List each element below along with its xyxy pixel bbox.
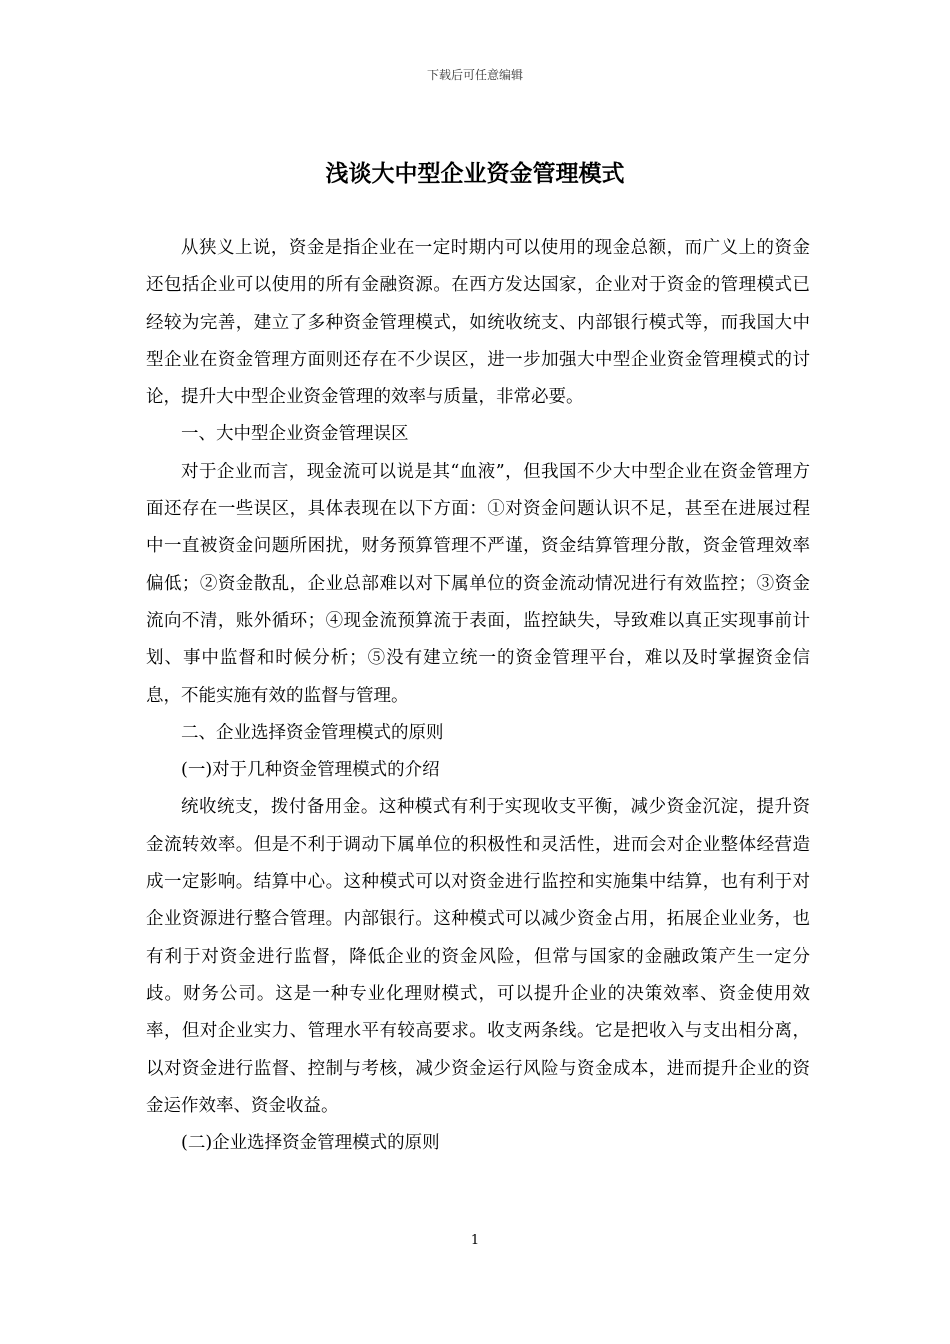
subsection-heading-1: (一)对于几种资金管理模式的介绍 — [181, 760, 440, 781]
page-number: 1 — [470, 1233, 480, 1248]
page-header: 下载后可任意编辑 — [426, 68, 523, 82]
document-body — [146, 230, 810, 1162]
paragraph-misconceptions: 对于企业而言，现金流可以说是其“血液”，但我国不少大中型企业在资金管理方面还存在一些误区，具体表现在以下方面：①对资金问题认识不足，甚至在进展过程中一直被资金问题所困扰，财务预算管理不严谨，资金结算管理分散，资金管理效率偏低；②资金散乱，企业总部难以对下属单位的资金流动情况进行有效监控；③资金流向不清，账外循环；④现金流预算流于表面，监控缺失，导致难以真正实现事前计划、事中监督和时候分析；⑤没有建立统一的资金管理平台，难以及时掌握资金信息，不能实施有效的监督与管理。 — [146, 461, 810, 706]
paragraph-modes: 统收统支，拨付备用金。这种模式有利于实现收支平衡，减少资金沉淀，提升资金流转效率。但是不利于调动下属单位的积极性和灵活性，进而会对企业整体经营造成一定影响。结算中心。这种模式可以对资金进行监控和实施集中结算，也有利于对企业资源进行整合管理。内部银行。这种模式可以减少资金占用，拓展企业业务，也有利于对资金进行监督，降低企业的资金风险，但常与国家的金融政策产生一定分歧。财务公司。这是一种专业化理财模式，可以提升企业的决策效率、资金使用效率，但对企业实力、管理水平有较高要求。收支两条线。它是把收入与支出相分离，以对资金进行监督、控制与考核，减少资金运行风险与资金成本，进而提升企业的资金运作效率、资金收益。 — [146, 797, 810, 1116]
section-heading-2: 二、企业选择资金管理模式的原则 — [181, 722, 444, 743]
section-heading-1: 一、大中型企业资金管理误区 — [181, 424, 409, 445]
subsection-heading-2: (二)企业选择资金管理模式的原则 — [181, 1133, 440, 1154]
paragraph-intro: 从狭义上说，资金是指企业在一定时期内可以使用的现金总额，而广义上的资金还包括企业可以使用的所有金融资源。在西方发达国家，企业对于资金的管理模式已经较为完善，建立了多种资金管理模式，如统收统支、内部银行模式等，而我国大中型企业在资金管理方面则还存在不少误区，进一步加强大中型企业资金管理模式的讨论，提升大中型企业资金管理的效率与质量，非常必要。 — [146, 238, 810, 408]
document-title: 浅谈大中型企业资金管理模式 — [325, 160, 625, 187]
